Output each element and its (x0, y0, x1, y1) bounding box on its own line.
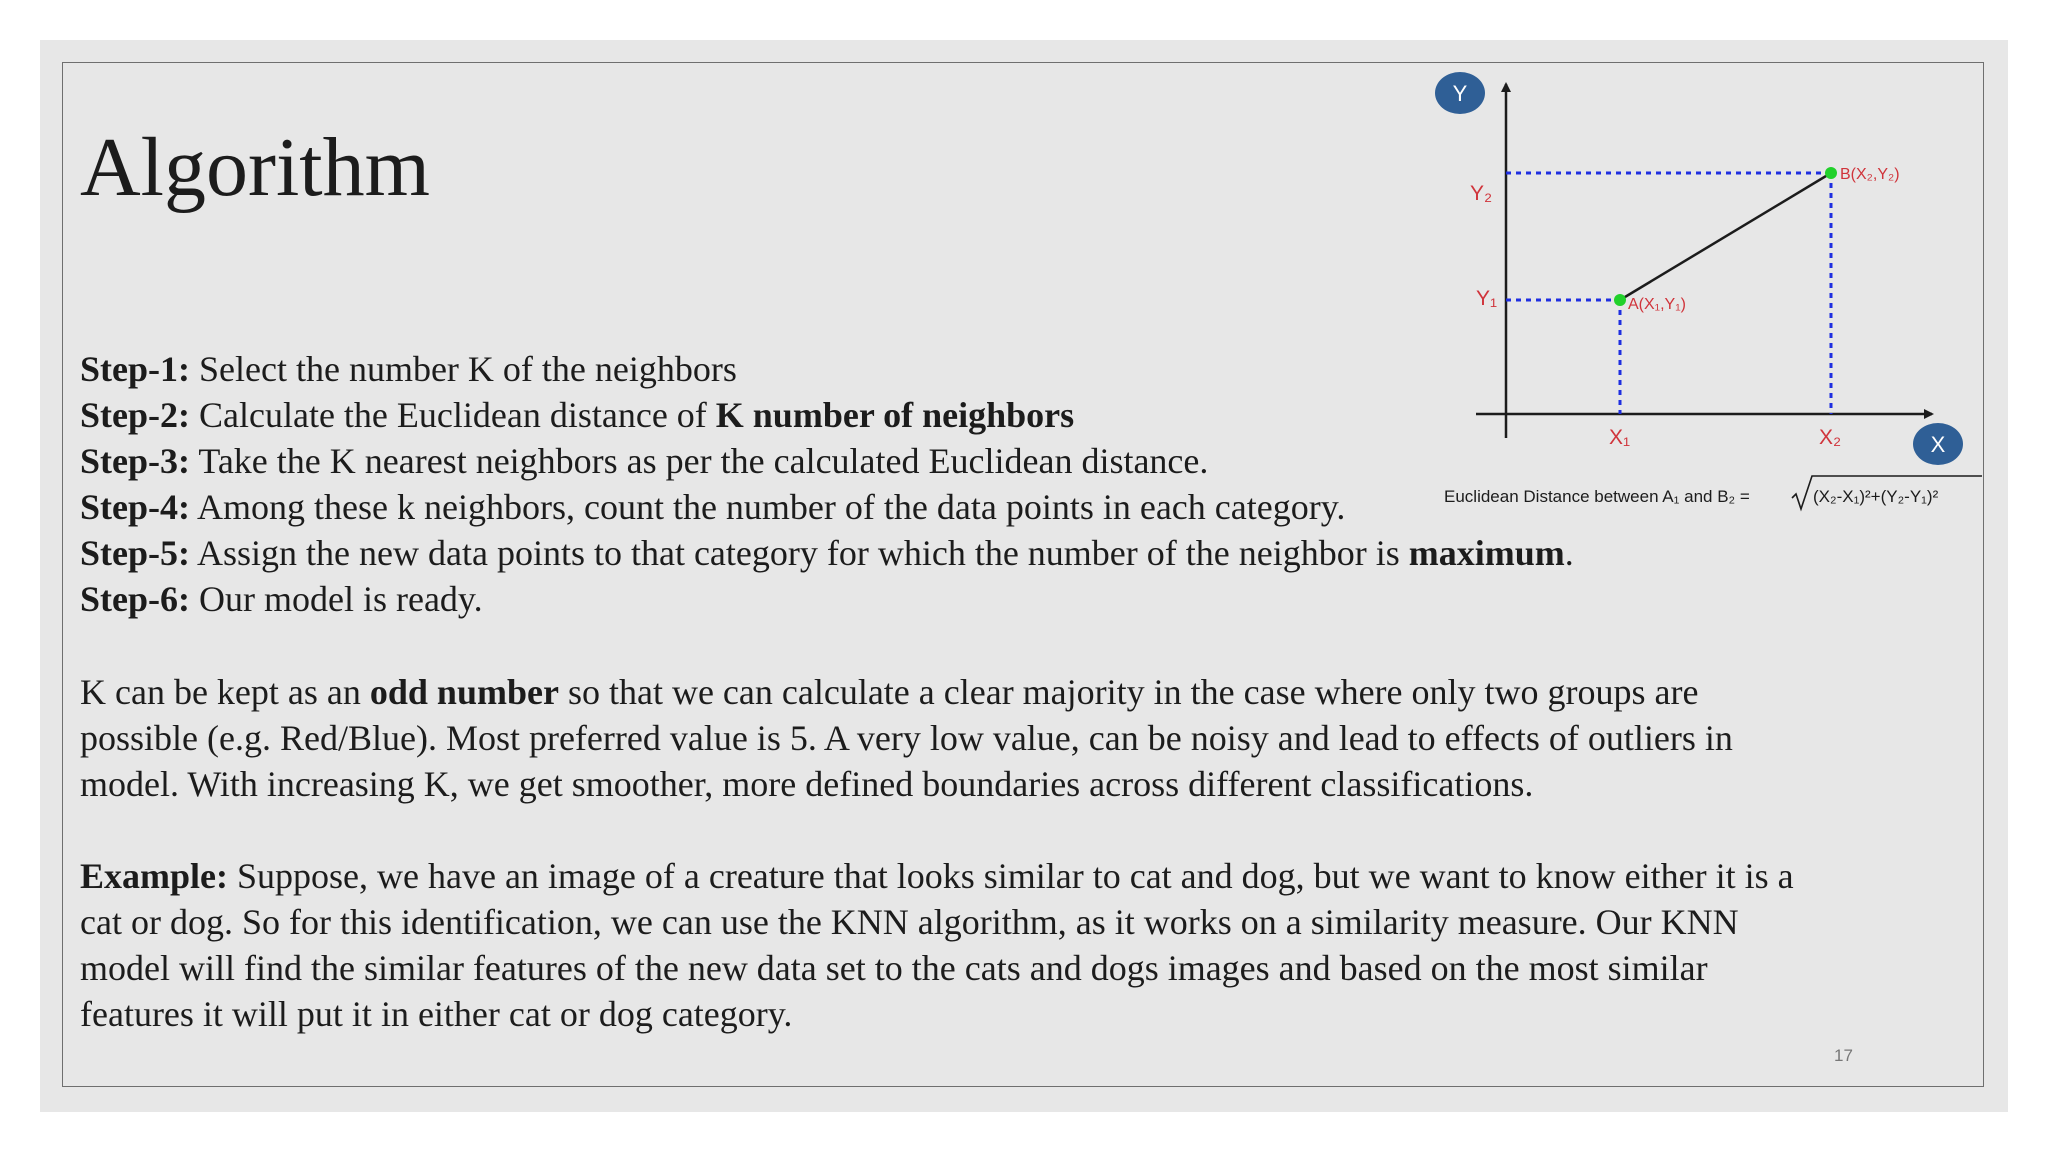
step-label: Step-6: (80, 579, 190, 619)
point-a (1614, 294, 1626, 306)
point-b-label: B(X₂,Y₂) (1840, 166, 1900, 183)
paragraph-line (80, 761, 1733, 807)
step-label: Step-4: (80, 487, 190, 527)
y1-tick-label: Y₁ (1476, 287, 1498, 310)
body-text: cat or dog. So for this identification, we can use the KNN algorithm, as it works on a similarity measure. Our KNN (80, 902, 1739, 942)
y2-tick-label: Y₂ (1470, 182, 1493, 205)
y-axis-badge-label: Y (1452, 81, 1468, 106)
step-label: Step-2: (80, 395, 190, 435)
body-text: model will find the similar features of the new data set to the cats and dogs images and based on the most similar (80, 948, 1708, 988)
step-label: Step-3: (80, 441, 190, 481)
body-text: Take the K nearest neighbors as per the calculated Euclidean distance. (190, 441, 1209, 481)
paragraph-line (80, 715, 1733, 761)
body-text: model. With increasing K, we get smoother, more defined boundaries across different classifications. (80, 764, 1534, 804)
steps-list (80, 346, 1574, 622)
body-text: . (1564, 533, 1574, 573)
body-text: K can be kept as an (80, 672, 370, 712)
step-label: Step-5: (80, 533, 190, 573)
paragraph-line (80, 945, 1794, 991)
step-1 (80, 346, 1574, 392)
step-2 (80, 392, 1574, 438)
point-a-label: A(X₁,Y₁) (1628, 296, 1686, 313)
body-text: Suppose, we have an image of a creature that looks similar to cat and dog, but we want to know either it is a (228, 856, 1794, 896)
body-text: Select the number K of the neighbors (190, 349, 737, 389)
bold-text: odd number (369, 672, 559, 712)
formula-radicand: (X₂-X₁)²+(Y₂-Y₁)² (1813, 487, 1939, 506)
step-3 (80, 438, 1574, 484)
step-label: Step-1: (80, 349, 190, 389)
paragraph-line (80, 991, 1794, 1037)
formula-prefix: Euclidean Distance between A₁ and B₂ = (1444, 487, 1750, 506)
k-value-paragraph (80, 669, 1733, 807)
step-4 (80, 484, 1574, 530)
point-b (1825, 167, 1837, 179)
step-6 (80, 576, 1574, 622)
bold-text: K number of neighbors (715, 395, 1075, 435)
page-number: 17 (1834, 1046, 1853, 1065)
distance-segment (1620, 173, 1831, 300)
body-text: Assign the new data points to that category for which the number of the neighbor is (190, 533, 1409, 573)
paragraph-line (80, 669, 1733, 715)
step-5 (80, 530, 1574, 576)
x1-tick-label: X₁ (1609, 426, 1631, 449)
euclidean-distance-diagram (1430, 66, 2000, 526)
body-text: Calculate the Euclidean distance of (190, 395, 716, 435)
slide-title: Algorithm (80, 121, 430, 214)
paragraph-line (80, 899, 1794, 945)
body-text: possible (e.g. Red/Blue). Most preferred value is 5. A very low value, can be noisy and lead to effects of outliers in (80, 718, 1733, 758)
bold-text: Example: (80, 856, 228, 896)
x2-tick-label: X₂ (1819, 426, 1842, 449)
x-axis-badge-label: X (1930, 432, 1946, 457)
body-text: so that we can calculate a clear majority in the case where only two groups are (558, 672, 1699, 712)
bold-text: maximum (1408, 533, 1565, 573)
body-text: Our model is ready. (190, 579, 483, 619)
paragraph-line (80, 853, 1794, 899)
body-text: Among these k neighbors, count the number of the data points in each category. (190, 487, 1346, 527)
example-paragraph (80, 853, 1794, 1037)
body-text: features it will put it in either cat or dog category. (80, 994, 793, 1034)
